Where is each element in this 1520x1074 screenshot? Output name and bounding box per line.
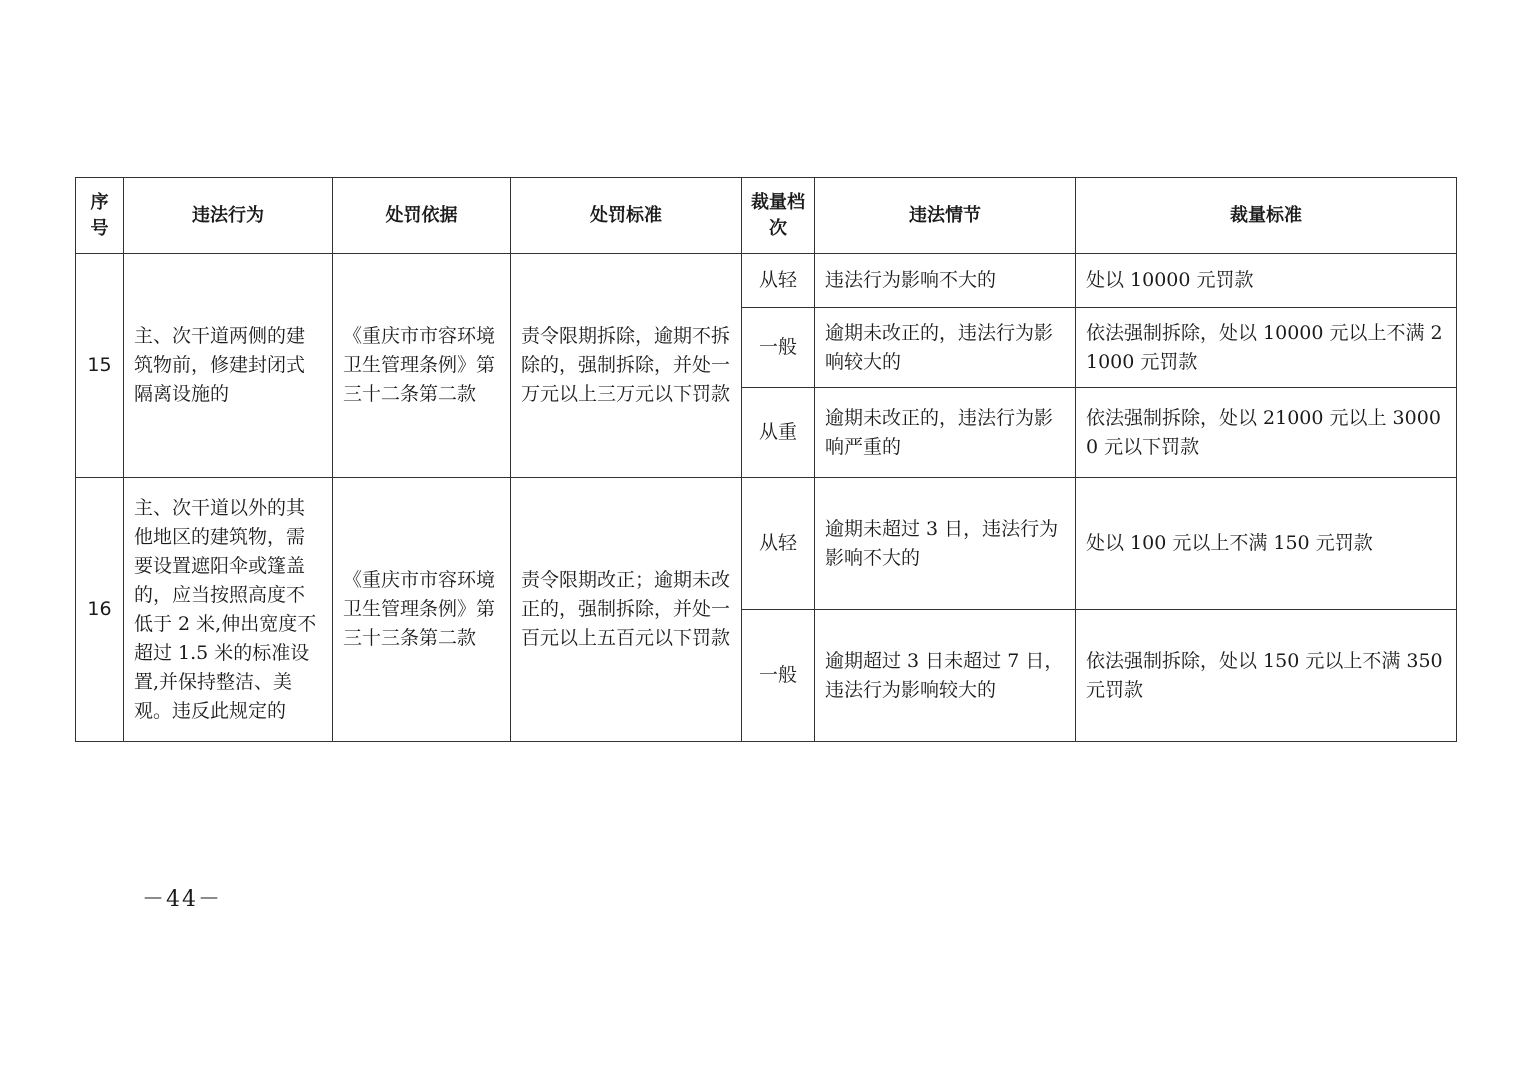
violation-circumstance: 逾期超过 3 日未超过 7 日，违法行为影响较大的 xyxy=(815,610,1076,742)
header-circumstance: 违法情节 xyxy=(815,178,1076,254)
violation-circumstance: 逾期未超过 3 日，违法行为影响不大的 xyxy=(815,478,1076,610)
table-header-row xyxy=(76,178,1457,254)
penalty-discretion-table xyxy=(75,177,1457,742)
header-no: 序号 xyxy=(76,178,124,254)
discretion-level: 一般 xyxy=(742,308,815,388)
discretion-level: 从重 xyxy=(742,388,815,478)
violation-act: 主、次干道两侧的建筑物前，修建封闭式隔离设施的 xyxy=(124,254,333,478)
discretion-standard: 依法强制拆除，处以 150 元以上不满 350 元罚款 xyxy=(1076,610,1457,742)
table-row xyxy=(76,478,1457,610)
header-discretion: 裁量标准 xyxy=(1076,178,1457,254)
discretion-standard: 处以 100 元以上不满 150 元罚款 xyxy=(1076,478,1457,610)
penalty-basis: 《重庆市市容环境卫生管理条例》第三十二条第二款 xyxy=(333,254,511,478)
discretion-standard: 依法强制拆除，处以 21000 元以上 30000 元以下罚款 xyxy=(1076,388,1457,478)
penalty-standard: 责令限期拆除，逾期不拆除的，强制拆除，并处一万元以上三万元以下罚款 xyxy=(511,254,742,478)
page-number: －44－ xyxy=(142,887,222,912)
table-row xyxy=(76,254,1457,308)
header-act: 违法行为 xyxy=(124,178,333,254)
discretion-level: 从轻 xyxy=(742,254,815,308)
penalty-standard: 责令限期改正；逾期未改正的，强制拆除，并处一百元以上五百元以下罚款 xyxy=(511,478,742,742)
violation-circumstance: 逾期未改正的，违法行为影响较大的 xyxy=(815,308,1076,388)
header-basis: 处罚依据 xyxy=(333,178,511,254)
header-standard: 处罚标准 xyxy=(511,178,742,254)
row-number: 16 xyxy=(76,478,124,742)
discretion-standard: 依法强制拆除，处以 10000 元以上不满 21000 元罚款 xyxy=(1076,308,1457,388)
discretion-standard: 处以 10000 元罚款 xyxy=(1076,254,1457,308)
violation-circumstance: 违法行为影响不大的 xyxy=(815,254,1076,308)
violation-act: 主、次干道以外的其他地区的建筑物，需要设置遮阳伞或篷盖的，应当按照高度不低于 2 米,伸出宽度不超过 1.5 米的标准设置,并保持整洁、美观。违反此规定的 xyxy=(124,478,333,742)
row-number: 15 xyxy=(76,254,124,478)
discretion-level: 一般 xyxy=(742,610,815,742)
penalty-basis: 《重庆市市容环境卫生管理条例》第三十三条第二款 xyxy=(333,478,511,742)
header-level: 裁量档次 xyxy=(742,178,815,254)
discretion-level: 从轻 xyxy=(742,478,815,610)
violation-circumstance: 逾期未改正的，违法行为影响严重的 xyxy=(815,388,1076,478)
